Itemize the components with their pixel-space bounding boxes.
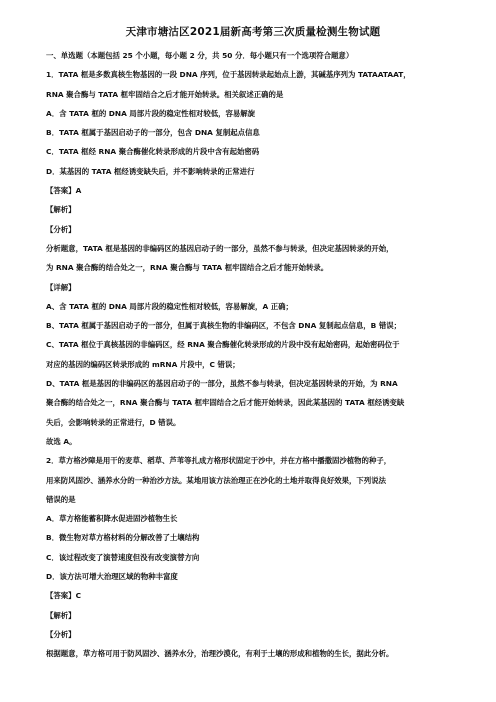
text-line: 用来防风固沙、涵养水分的一种治沙方法。某地用该方法治理正在沙化的土地并取得良好效果，下列说法	[46, 475, 386, 485]
text-line: A．含 TATA 框的 DNA 局部片段的稳定性相对较低，容易解旋	[46, 108, 256, 118]
document-title: 天津市塘沽区2021届新高考第三次质量检测生物试题	[125, 26, 381, 38]
text-line: C．该过程改变了演替速度但没有改变演替方向	[46, 552, 200, 562]
text-line: B、TATA 框属于基因启动子的一部分，但属于真核生物的非编码区，不包含 DNA 复制起点信息，B 错误；	[46, 321, 402, 331]
text-line: C．TATA 框经 RNA 聚合酶催化转录形成的片段中含有起始密码	[46, 147, 260, 157]
text-line: 一、单选题（本题包括 25 个小题，每小题 2 分，共 50 分．每小题只有一个选项符合题意）	[46, 51, 354, 60]
text-line: 【分析】	[46, 629, 76, 639]
document-body	[46, 46, 460, 664]
text-line: 【解析】	[46, 610, 76, 620]
text-line: RNA 聚合酶与 TATA 框牢固结合之后才能开始转录。相关叙述正确的是	[46, 89, 284, 99]
text-line: 【答案】C	[46, 591, 81, 601]
text-line: 2．草方格沙障是用干的麦草、稻草、芦苇等扎成方格形状固定于沙中，并在方格中播撒固沙植物的种子，	[46, 456, 392, 466]
text-line: D．某基因的 TATA 框经诱变缺失后，并不影响转录的正常进行	[46, 166, 255, 176]
text-line: 分析题意，TATA 框是基因的非编码区的基因启动子的一部分，虽然不参与转录，但决定基因转录的开始，	[46, 243, 394, 253]
text-line: 【详解】	[46, 282, 76, 292]
text-line: 失后，会影响转录的正常进行，D 错误。	[46, 417, 181, 427]
text-line: B．TATA 框属于基因启动子的一部分，包含 DNA 复制起点信息	[46, 128, 260, 138]
text-line: D、TATA 框是基因的非编码区的基因启动子的一部分，虽然不参与转录，但决定基因转录的开始，为 RNA	[46, 379, 398, 389]
text-line: 聚合酶的结合处之一，RNA 聚合酶与 TATA 框牢固结合之后才能开始转录，因此某基因的 TATA 框经诱变缺	[46, 398, 405, 408]
text-line: 【解析】	[46, 205, 76, 215]
text-line: 故选 A。	[46, 436, 77, 446]
text-line: C、TATA 框位于真核基因的非编码区，经 RNA 聚合酶催化转录形成的片段中没有起始密码，起始密码位于	[46, 340, 400, 350]
text-line: 错误的是	[46, 494, 76, 504]
text-line: 为 RNA 聚合酶的结合处之一，RNA 聚合酶与 TATA 框牢固结合之后才能开始转录。	[46, 263, 329, 273]
text-line: 【答案】A	[46, 186, 82, 196]
text-line: B．微生物对草方格材料的分解改善了土壤结构	[46, 533, 200, 543]
text-line: 1．TATA 框是多数真核生物基因的一段 DNA 序列，位于基因转录起始点上游，其碱基序列为 TATAATAAT，	[46, 70, 411, 80]
text-line: A、含 TATA 框的 DNA 局部片段的稳定性相对较低，容易解旋，A 正确；	[46, 301, 293, 311]
text-line: D．该方法可增大治理区域的物种丰富度	[46, 572, 178, 582]
text-line: 对应的基因的编码区转录形成的 mRNA 片段中，C 错误；	[46, 359, 240, 369]
text-line: 【分析】	[46, 224, 76, 234]
text-line: 根据题意，草方格可用于防风固沙、涵养水分，治理沙漠化，有利于土壤的形成和植物的生长，据此分析。	[46, 649, 394, 659]
text-line: A．草方格能蓄积降水促进固沙植物生长	[46, 514, 178, 524]
